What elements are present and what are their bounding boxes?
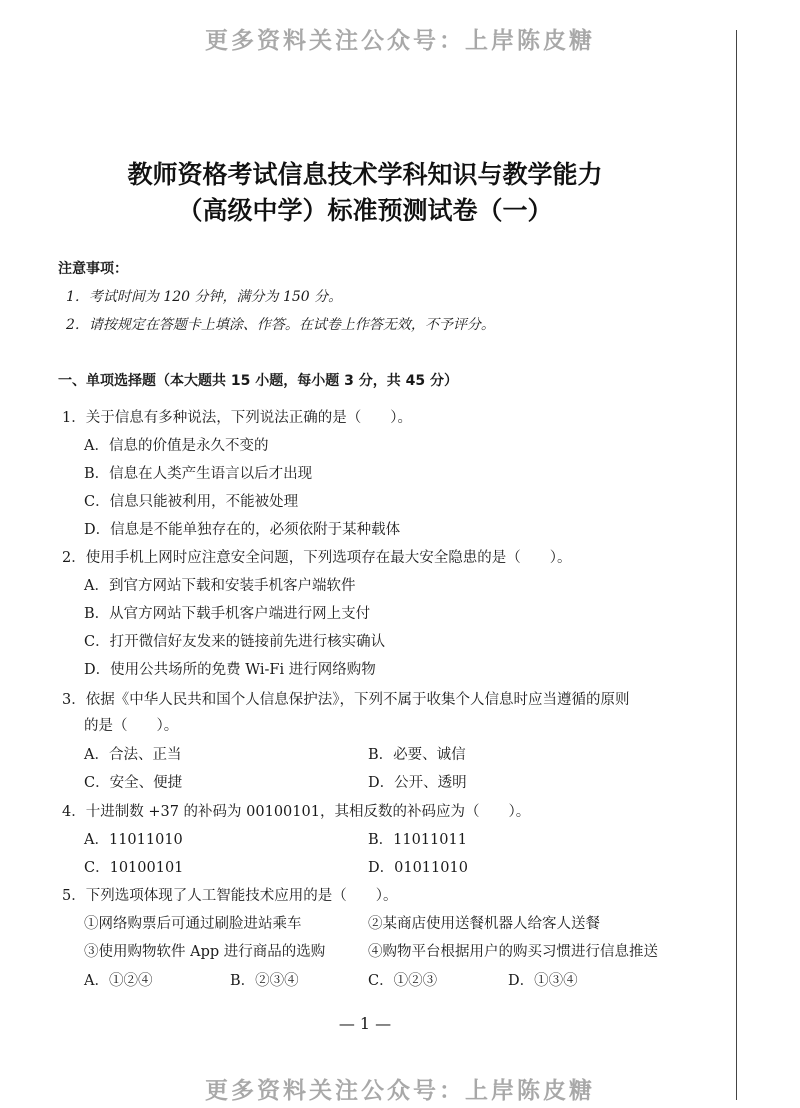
question-1-option-a: A．信息的价值是永久不变的 — [84, 438, 269, 454]
question-5-item-1: ①网络购票后可通过刷脸进站乘车 — [84, 916, 302, 932]
watermark-bottom: 更多资料关注公众号：上岸陈皮糖 — [205, 1078, 595, 1104]
question-3-option-d: D．公开、透明 — [368, 775, 467, 791]
question-5-stem: 5．下列选项体现了人工智能技术应用的是（ ）。 — [62, 888, 398, 904]
question-3-option-a: A．合法、正当 — [84, 747, 182, 763]
question-5-option-c: C．①②③ — [368, 973, 438, 989]
question-3-stem: 3．依据《中华人民共和国个人信息保护法》，下列不属于收集个人信息时应当遵循的原则 — [62, 692, 630, 708]
question-5-item-4: ④购物平台根据用户的购买习惯进行信息推送 — [368, 944, 658, 960]
question-1-option-c: C．信息只能被利用，不能被处理 — [84, 494, 299, 510]
question-5-option-a: A．①②④ — [84, 973, 153, 989]
question-5-option-b: B．②③④ — [230, 973, 299, 989]
exam-title-line2: （高级中学）标准预测试卷（一） — [177, 196, 553, 225]
note-item: 2．请按规定在答题卡上填涂、作答。在试卷上作答无效，不予评分。 — [66, 317, 495, 333]
question-4-stem: 4．十进制数 +37 的补码为 00100101，其相反数的补码应为（ ）。 — [62, 804, 531, 820]
question-5-item-2: ②某商店使用送餐机器人给客人送餐 — [368, 916, 600, 932]
question-1-option-b: B．信息在人类产生语言以后才出现 — [84, 466, 313, 482]
question-3-stem-cont: 的是（ ）。 — [84, 718, 179, 734]
page-edge-line — [736, 30, 737, 1100]
question-3-option-c: C．安全、便捷 — [84, 775, 183, 791]
exam-title-line1: 教师资格考试信息技术学科知识与教学能力 — [127, 160, 603, 189]
notes-heading: 注意事项： — [58, 261, 128, 277]
question-2-stem: 2．使用手机上网时应注意安全问题，下列选项存在最大安全隐患的是（ ）。 — [62, 550, 572, 566]
question-1-option-d: D．信息是不能单独存在的，必须依附于某种载体 — [84, 522, 401, 538]
question-2-option-c: C．打开微信好友发来的链接前先进行核实确认 — [84, 634, 386, 650]
question-4-option-b: B．11011011 — [368, 832, 467, 848]
question-1-stem: 1．关于信息有多种说法，下列说法正确的是（ ）。 — [62, 410, 412, 426]
question-4-option-d: D．01011010 — [368, 860, 468, 876]
question-2-option-b: B．从官方网站下载手机客户端进行网上支付 — [84, 606, 371, 622]
question-3-option-b: B．必要、诚信 — [368, 747, 466, 763]
question-5-item-3: ③使用购物软件 App 进行商品的选购 — [84, 944, 326, 960]
question-2-option-d: D．使用公共场所的免费 Wi-Fi 进行网络购物 — [84, 662, 376, 678]
question-5-option-d: D．①③④ — [508, 973, 578, 989]
note-item: 1．考试时间为 120 分钟，满分为 150 分。 — [66, 289, 343, 305]
section-heading: 一、单项选择题（本大题共 15 小题，每小题 3 分，共 45 分） — [58, 373, 458, 389]
page-number: — 1 — — [338, 1014, 392, 1033]
watermark-top: 更多资料关注公众号：上岸陈皮糖 — [205, 28, 595, 54]
question-4-option-a: A．11011010 — [84, 832, 183, 848]
question-2-option-a: A．到官方网站下载和安装手机客户端软件 — [84, 578, 356, 594]
question-4-option-c: C．10100101 — [84, 860, 184, 876]
